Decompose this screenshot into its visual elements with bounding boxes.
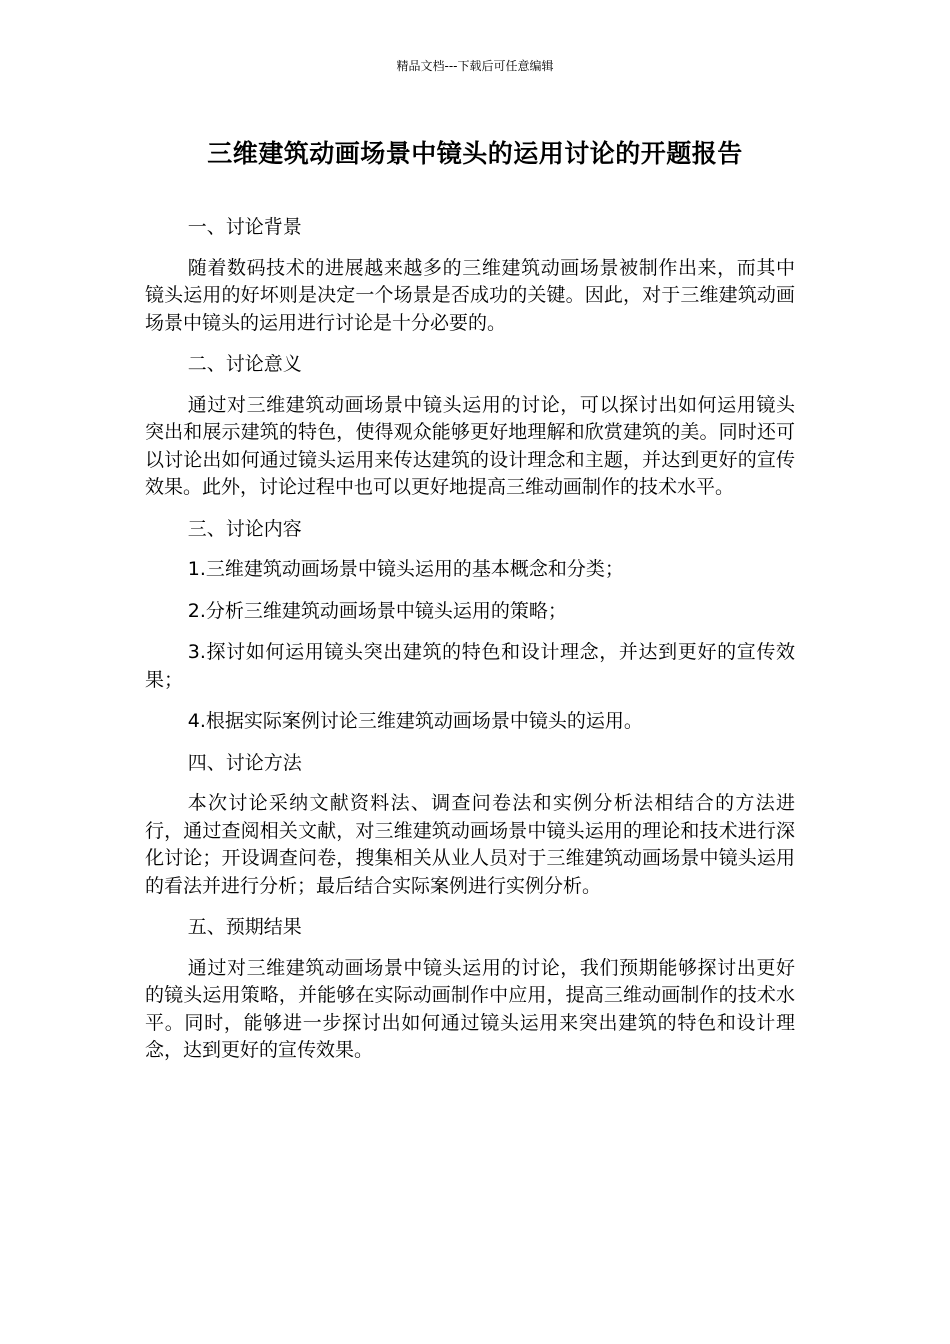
content-list-item: 4.根据实际案例讨论三维建筑动画场景中镜头的运用。	[187, 710, 643, 732]
section-heading-content: 三、讨论内容	[187, 517, 302, 540]
section-paragraph-results: 通过对三维建筑动画场景中镜头运用的讨论，我们预期能够探讨出更好的镜头运用策略，并能够在实际动画制作中应用，提高三维动画制作的技术水平。同时，能够进一步探讨出如何通过镜头运用来突出建筑的特色和设计理念，达到更好的宣传效果。	[145, 956, 795, 1061]
section-heading-results: 五、预期结果	[187, 916, 302, 938]
document-title: 三维建筑动画场景中镜头的运用讨论的开题报告	[207, 139, 743, 168]
section-paragraph-significance: 通过对三维建筑动画场景中镜头运用的讨论，可以探讨出如何运用镜头突出和展示建筑的特色，使得观众能够更好地理解和欣赏建筑的美。同时还可以讨论出如何通过镜头运用来传达建筑的设计理念和主题，并达到更好的宣传效果。此外，讨论过程中也可以更好地提高三维动画制作的技术水平。	[145, 393, 795, 498]
page-header: 精品文档---下载后可任意编辑	[396, 59, 554, 73]
section-paragraph-background: 随着数码技术的进展越来越多的三维建筑动画场景被制作出来，而其中镜头运用的好坏则是决定一个场景是否成功的关键。因此，对于三维建筑动画场景中镜头的运用进行讨论是十分必要的。	[145, 256, 795, 334]
section-paragraph-method: 本次讨论采纳文献资料法、调查问卷法和实例分析法相结合的方法进行，通过查阅相关文献，对三维建筑动画场景中镜头运用的理论和技术进行深化讨论；开设调查问卷，搜集相关从业人员对于三维建筑动画场景中镜头运用的看法并进行分析；最后结合实际案例进行实例分析。	[145, 792, 795, 897]
content-list-item: 1.三维建筑动画场景中镜头运用的基本概念和分类；	[187, 558, 624, 580]
content-list-item: 3.探讨如何运用镜头突出建筑的特色和设计理念，并达到更好的宣传效果；	[145, 641, 795, 691]
section-heading-background: 一、讨论背景	[187, 216, 302, 238]
content-list-item: 2.分析三维建筑动画场景中镜头运用的策略；	[187, 599, 567, 622]
document-body	[145, 214, 795, 1079]
section-heading-significance: 二、讨论意义	[187, 353, 302, 375]
section-heading-method: 四、讨论方法	[187, 751, 302, 774]
